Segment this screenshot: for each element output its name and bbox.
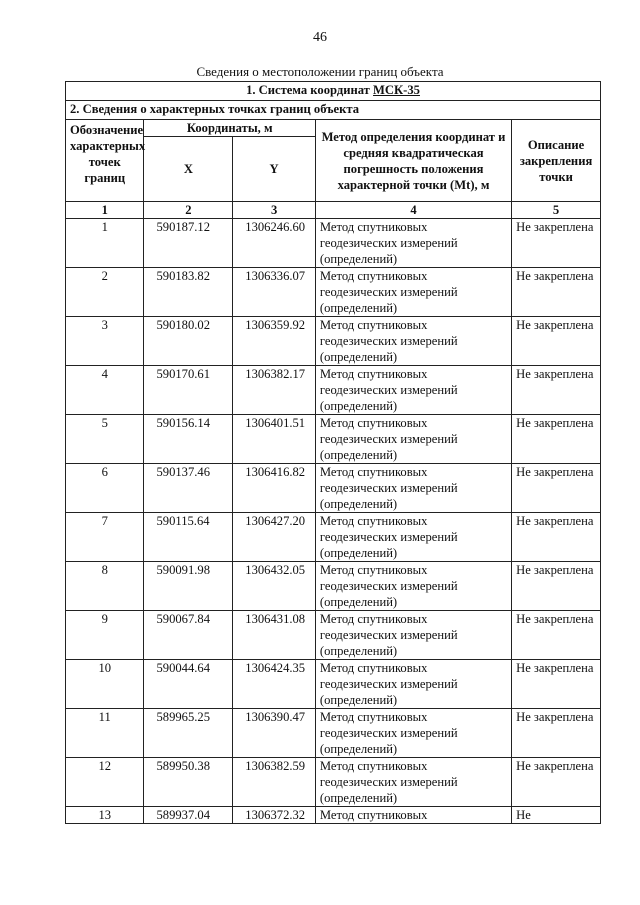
description-cell: Не закреплена [512, 415, 601, 464]
column-number: 5 [512, 202, 601, 219]
description-cell: Не закреплена [512, 268, 601, 317]
col-description: Описание закрепления точки [512, 120, 601, 202]
x-coordinate-cell: 590137.46 [144, 464, 233, 513]
col-method: Метод определения координат и средняя квадратическая погрешность положения характерной точки (Мt), м [315, 120, 511, 202]
y-coordinate-cell: 1306390.47 [233, 709, 316, 758]
column-number: 1 [66, 202, 144, 219]
y-coordinate-cell: 1306431.08 [233, 611, 316, 660]
y-coordinate-cell: 1306336.07 [233, 268, 316, 317]
col-x: X [144, 137, 233, 202]
table-row [66, 562, 601, 611]
section-header: 2. Сведения о характерных точках границ объекта [66, 101, 601, 120]
y-coordinate-cell: 1306382.59 [233, 758, 316, 807]
method-cell: Метод спутниковых геодезических измерений (определений) [315, 415, 511, 464]
method-cell: Метод спутниковых геодезических измерений (определений) [315, 660, 511, 709]
description-cell: Не закреплена [512, 366, 601, 415]
col-point-designation: Обозначение характерных точек границ [66, 120, 144, 202]
x-coordinate-cell: 590115.64 [144, 513, 233, 562]
method-cell: Метод спутниковых геодезических измерений (определений) [315, 611, 511, 660]
y-coordinate-cell: 1306427.20 [233, 513, 316, 562]
table-body [66, 219, 601, 824]
page-number: 46 [313, 30, 327, 45]
x-coordinate-cell: 590156.14 [144, 415, 233, 464]
description-cell: Не закреплена [512, 317, 601, 366]
method-cell: Метод спутниковых геодезических измерений (определений) [315, 268, 511, 317]
column-number: 2 [144, 202, 233, 219]
col-coordinates: Координаты, м [144, 120, 315, 137]
point-number-cell: 9 [66, 611, 144, 660]
column-number: 4 [315, 202, 511, 219]
method-cell: Метод спутниковых геодезических измерений (определений) [315, 464, 511, 513]
x-coordinate-cell: 590183.82 [144, 268, 233, 317]
column-number-row [66, 202, 601, 219]
table-row [66, 415, 601, 464]
description-cell: Не закреплена [512, 464, 601, 513]
table-row [66, 513, 601, 562]
y-coordinate-cell: 1306401.51 [233, 415, 316, 464]
table-row [66, 807, 601, 824]
table-row [66, 709, 601, 758]
table-row [66, 268, 601, 317]
x-coordinate-cell: 589937.04 [144, 807, 233, 824]
y-coordinate-cell: 1306359.92 [233, 317, 316, 366]
x-coordinate-cell: 589965.25 [144, 709, 233, 758]
point-number-cell: 11 [66, 709, 144, 758]
method-cell: Метод спутниковых геодезических измерений (определений) [315, 366, 511, 415]
point-number-cell: 13 [66, 807, 144, 824]
table-row [66, 317, 601, 366]
point-number-cell: 3 [66, 317, 144, 366]
description-cell: Не закреплена [512, 611, 601, 660]
method-cell: Метод спутниковых [315, 807, 511, 824]
y-coordinate-cell: 1306432.05 [233, 562, 316, 611]
table-row [66, 758, 601, 807]
table-row [66, 219, 601, 268]
method-cell: Метод спутниковых геодезических измерений (определений) [315, 513, 511, 562]
point-number-cell: 4 [66, 366, 144, 415]
boundary-points-table [65, 81, 601, 824]
y-coordinate-cell: 1306372.32 [233, 807, 316, 824]
method-cell: Метод спутниковых геодезических измерений (определений) [315, 317, 511, 366]
description-cell: Не закреплена [512, 562, 601, 611]
point-number-cell: 2 [66, 268, 144, 317]
document-title: Сведения о местоположении границ объекта [196, 64, 444, 79]
table-row [66, 660, 601, 709]
x-coordinate-cell: 590044.64 [144, 660, 233, 709]
table-row [66, 611, 601, 660]
description-cell: Не закреплена [512, 219, 601, 268]
description-cell: Не закреплена [512, 513, 601, 562]
description-cell: Не закреплена [512, 709, 601, 758]
table-row [66, 366, 601, 415]
method-cell: Метод спутниковых геодезических измерений (определений) [315, 709, 511, 758]
x-coordinate-cell: 590170.61 [144, 366, 233, 415]
coordinate-system-name: МСК-35 [373, 83, 420, 97]
point-number-cell: 12 [66, 758, 144, 807]
column-number: 3 [233, 202, 316, 219]
point-number-cell: 10 [66, 660, 144, 709]
x-coordinate-cell: 589950.38 [144, 758, 233, 807]
method-cell: Метод спутниковых геодезических измерений (определений) [315, 758, 511, 807]
description-cell: Не [512, 807, 601, 824]
y-coordinate-cell: 1306246.60 [233, 219, 316, 268]
coordinate-system-header: 1. Система координат МСК-35 [66, 82, 601, 101]
point-number-cell: 5 [66, 415, 144, 464]
x-coordinate-cell: 590067.84 [144, 611, 233, 660]
table-row [66, 464, 601, 513]
method-cell: Метод спутниковых геодезических измерений (определений) [315, 219, 511, 268]
point-number-cell: 1 [66, 219, 144, 268]
x-coordinate-cell: 590187.12 [144, 219, 233, 268]
point-number-cell: 8 [66, 562, 144, 611]
y-coordinate-cell: 1306382.17 [233, 366, 316, 415]
description-cell: Не закреплена [512, 758, 601, 807]
col-y: Y [233, 137, 316, 202]
description-cell: Не закреплена [512, 660, 601, 709]
x-coordinate-cell: 590091.98 [144, 562, 233, 611]
point-number-cell: 6 [66, 464, 144, 513]
x-coordinate-cell: 590180.02 [144, 317, 233, 366]
y-coordinate-cell: 1306416.82 [233, 464, 316, 513]
method-cell: Метод спутниковых геодезических измерений (определений) [315, 562, 511, 611]
y-coordinate-cell: 1306424.35 [233, 660, 316, 709]
point-number-cell: 7 [66, 513, 144, 562]
